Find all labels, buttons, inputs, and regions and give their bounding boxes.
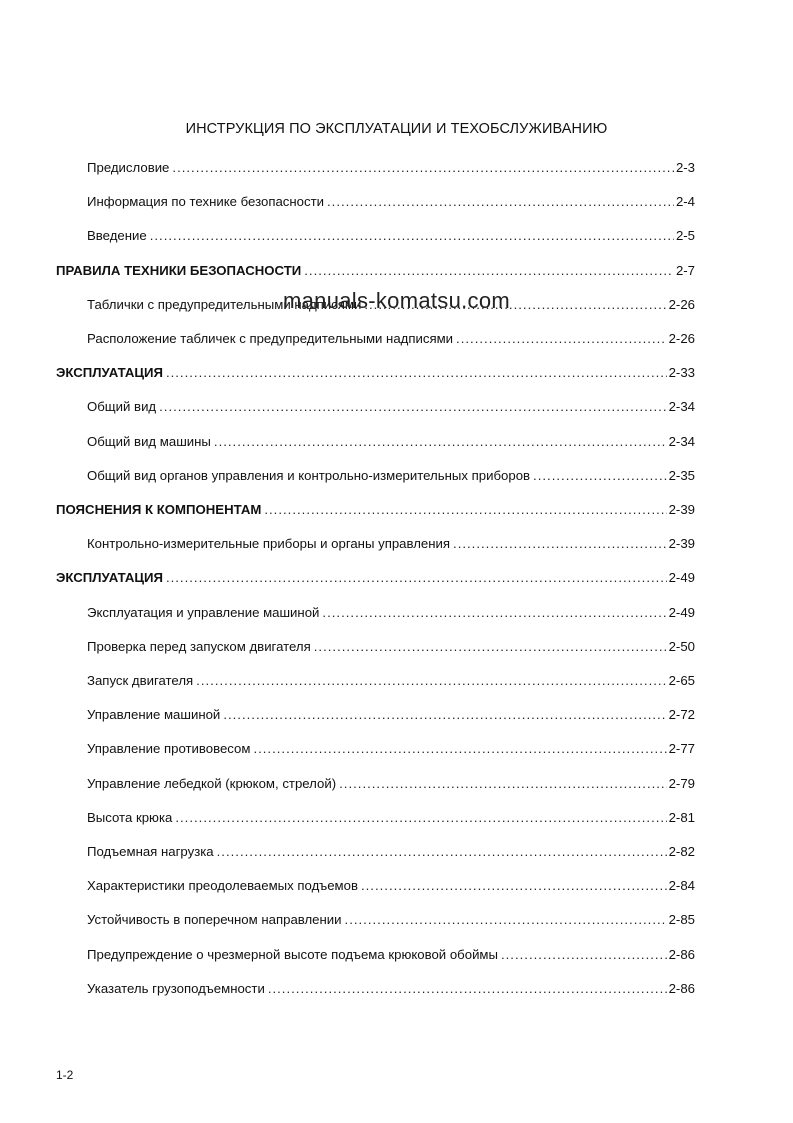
toc-section-entry <box>56 262 695 280</box>
toc-entry <box>87 193 695 211</box>
toc-dot-leader <box>253 740 666 758</box>
toc-entry-page: 2-84 <box>668 878 695 894</box>
toc-dot-leader <box>339 775 666 793</box>
toc-dot-leader <box>322 604 666 622</box>
toc-dot-leader <box>304 262 674 280</box>
toc-entry <box>87 911 695 929</box>
toc-entry <box>87 809 695 827</box>
toc-entry-label: Предисловие <box>87 160 170 175</box>
toc-entry-label: Указатель грузоподъемности <box>87 980 265 996</box>
toc-dot-leader <box>172 159 674 177</box>
toc-entry <box>87 604 695 622</box>
toc-entry-label: Контрольно-измерительные приборы и органы управления <box>87 536 451 552</box>
toc-dot-leader <box>501 946 667 964</box>
toc-entry-page: 2-26 <box>668 296 695 312</box>
toc-dot-leader <box>456 330 667 348</box>
toc-entry-label: Устойчивость в поперечном направлении <box>87 912 342 928</box>
toc-entry-label: Управление лебедкой (крюком, стрелой) <box>87 775 337 791</box>
toc-entry-page: 2-5 <box>675 228 695 244</box>
toc-entry <box>87 433 695 451</box>
toc-entry-label: Информация по технике безопасности <box>87 194 325 210</box>
toc-entry-page: 2-7 <box>675 262 695 278</box>
toc-entry-label: Расположение табличек с предупредительными надписями <box>87 331 454 346</box>
toc-entry-page: 2-72 <box>668 707 695 723</box>
toc-dot-leader <box>268 980 667 998</box>
toc-dot-leader <box>159 398 666 416</box>
toc-entry-page: 2-49 <box>668 604 695 620</box>
toc-entry <box>87 877 695 895</box>
toc-dot-leader <box>345 911 667 929</box>
toc-entry <box>87 330 695 348</box>
toc-entry-label: ПРАВИЛА ТЕХНИКИ БЕЗОПАСНОСТИ <box>56 262 302 278</box>
toc-entry-page: 2-26 <box>668 331 695 346</box>
toc-entry-page: 2-79 <box>668 775 695 791</box>
toc-dot-leader <box>196 672 666 690</box>
watermark-text: manuals-komatsu.com <box>283 288 510 313</box>
toc-entry-page: 2-65 <box>668 673 695 688</box>
toc-dot-leader <box>223 706 666 724</box>
toc-section-entry <box>56 501 695 519</box>
toc-section-entry <box>56 569 695 587</box>
toc-entry-page: 2-3 <box>675 160 695 175</box>
toc-entry <box>87 467 695 485</box>
toc-entry-label: Запуск двигателя <box>87 673 194 688</box>
toc-entry <box>87 980 695 998</box>
toc-entry-label: ЭКСПЛУАТАЦИЯ <box>56 570 163 586</box>
toc-entry <box>87 843 695 861</box>
toc-entry-label: Высота крюка <box>87 809 173 825</box>
toc-entry-label: Эксплуатация и управление машиной <box>87 604 320 620</box>
toc-entry-page: 2-50 <box>668 638 695 654</box>
toc-entry <box>87 159 695 177</box>
toc-entry-label: ПОЯСНЕНИЯ К КОМПОНЕНТАМ <box>56 502 262 517</box>
toc-entry-page: 2-34 <box>668 399 695 415</box>
toc-dot-leader <box>175 809 666 827</box>
toc-entry <box>87 775 695 793</box>
toc-entry <box>87 946 695 964</box>
toc-entry <box>87 227 695 245</box>
toc-entry-page: 2-39 <box>668 536 695 552</box>
toc-entry <box>87 398 695 416</box>
toc-entry-label: Управление противовесом <box>87 741 251 757</box>
toc-entry-page: 2-86 <box>668 980 695 996</box>
toc-dot-leader <box>264 501 666 519</box>
toc-entry-label: Общий вид <box>87 399 157 415</box>
toc-section-entry <box>56 364 695 382</box>
document-title: ИНСТРУКЦИЯ ПО ЭКСПЛУАТАЦИИ И ТЕХОБСЛУЖИВАНИЮ <box>185 121 608 137</box>
toc-entry-page: 2-35 <box>668 467 695 483</box>
toc-dot-leader <box>453 535 667 553</box>
toc-dot-leader <box>327 193 674 211</box>
toc-entry-label: Проверка перед запуском двигателя <box>87 638 311 654</box>
toc-entry-page: 2-49 <box>668 570 695 586</box>
toc-entry-page: 2-86 <box>668 946 695 962</box>
toc-dot-leader <box>217 843 667 861</box>
toc-entry <box>87 706 695 724</box>
toc-entry <box>87 638 695 656</box>
toc-entry-label: Общий вид машины <box>87 433 211 449</box>
toc-entry <box>87 535 695 553</box>
toc-entry-page: 2-77 <box>668 741 695 757</box>
toc-dot-leader <box>150 227 674 245</box>
toc-entry-page: 2-39 <box>668 502 695 517</box>
toc-entry-label: Характеристики преодолеваемых подъемов <box>87 878 358 894</box>
toc-entry <box>87 740 695 758</box>
toc-entry-label: Управление машиной <box>87 707 221 723</box>
toc-dot-leader <box>166 364 667 382</box>
toc-entry-page: 2-81 <box>668 809 695 825</box>
toc-dot-leader <box>214 433 667 451</box>
toc-entry-page: 2-85 <box>668 912 695 928</box>
toc-entry-page: 2-4 <box>675 194 695 210</box>
toc-entry <box>87 672 695 690</box>
page-number: 1-2 <box>56 1068 74 1082</box>
toc-entry-page: 2-33 <box>668 365 695 381</box>
toc-entry-label: ЭКСПЛУАТАЦИЯ <box>56 365 163 381</box>
toc-dot-leader <box>533 467 667 485</box>
toc-entry-label: Подъемная нагрузка <box>87 844 214 859</box>
toc-entry-page: 2-82 <box>668 844 695 859</box>
toc-entry-page: 2-34 <box>668 433 695 449</box>
toc-dot-leader <box>314 638 667 656</box>
toc-dot-leader <box>361 877 667 895</box>
toc-entry-label: Общий вид органов управления и контрольно-измерительных приборов <box>87 467 531 483</box>
toc-entry-label: Введение <box>87 228 147 244</box>
toc-entry-label: Таблички с предупредительными надписями <box>87 296 362 312</box>
toc-dot-leader <box>166 569 667 587</box>
toc-entry-label: Предупреждение о чрезмерной высоте подъема крюковой обоймы <box>87 946 498 962</box>
